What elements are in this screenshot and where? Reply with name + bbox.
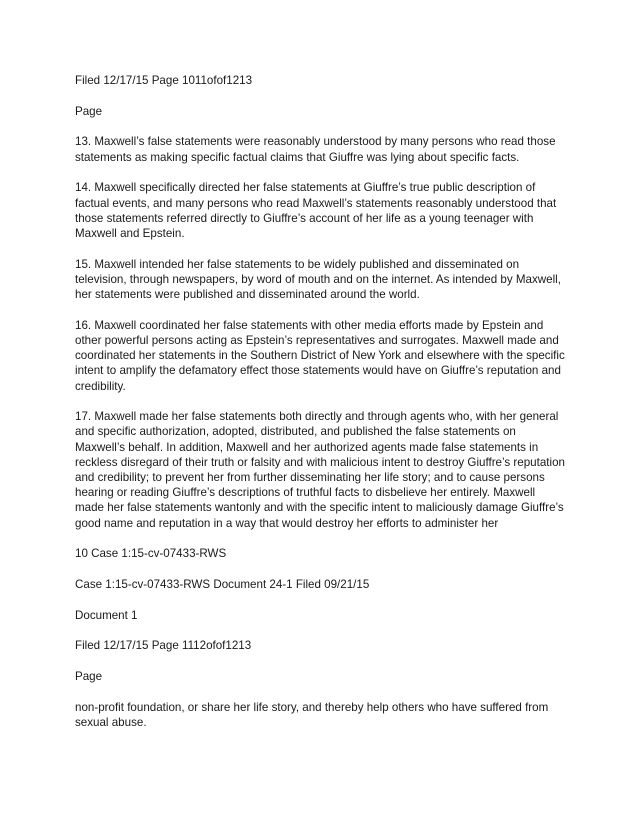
- paragraph-16: 16. Maxwell coordinated her false statements with other media efforts made by Epstein and other powerful persons acting as Epstein’s representatives and surrogates. Maxwell made and coordinated her statements in the Southern District of New York and elsewhere with the specific intent to amplify the defamatory effect those statements would have on Giuffre’s reputation and credibility.: [75, 318, 565, 393]
- page-label: Page: [75, 104, 103, 118]
- case-header-line: Case 1:15-cv-07433-RWS Document 24-1 Filed 09/21/15: [75, 578, 370, 592]
- filed-line-2: Filed 12/17/15 Page 1112ofof1213: [75, 639, 252, 653]
- paragraph-15: 15. Maxwell intended her false statements to be widely published and disseminated on television, through newspapers, by word of mouth and on the internet. As intended by Maxwell, her statements were published and disseminated around the world.: [75, 257, 561, 302]
- document-body: [75, 73, 565, 746]
- filed-line: Filed 12/17/15 Page 1011ofof1213: [75, 74, 253, 87]
- paragraph-14: 14. Maxwell specifically directed her false statements at Giuffre’s true public description of factual events, and many persons who read Maxwell’s statements reasonably understood that those statements referred directly to Giuffre’s account of her life as a young teenager with Maxwell and Epstein.: [75, 181, 557, 240]
- paragraph-17: 17. Maxwell made her false statements both directly and through agents who, with her general and specific authorization, adopted, distributed, and published the false statements on Maxwell’s behalf. In addition, Maxwell and her authorized agents made false statements in reckless disregard of their truth or falsity and with malicious intent to destroy Giuffre’s reputation and credibility; to prevent her from further disseminating her life story; and to cause persons hearing or reading Giuffre’s descriptions of truthful facts to disbelieve her entirely. Maxwell made her false statements wantonly and with the specific intent to maliciously damage Giuffre’s good name and reputation in a way that would destroy her efforts to administer her: [75, 410, 565, 530]
- page-label-2: Page: [75, 670, 103, 684]
- document-label: Document 1: [75, 608, 138, 622]
- continuation-paragraph: non-profit foundation, or share her life story, and thereby help others who have suffered from sexual abuse.: [75, 700, 549, 730]
- paragraph-13: 13. Maxwell’s false statements were reasonably understood by many persons who read those statements as making specific factual claims that Giuffre was lying about specific facts.: [75, 135, 556, 164]
- page-number-case-line: 10 Case 1:15-cv-07433-RWS: [75, 547, 227, 561]
